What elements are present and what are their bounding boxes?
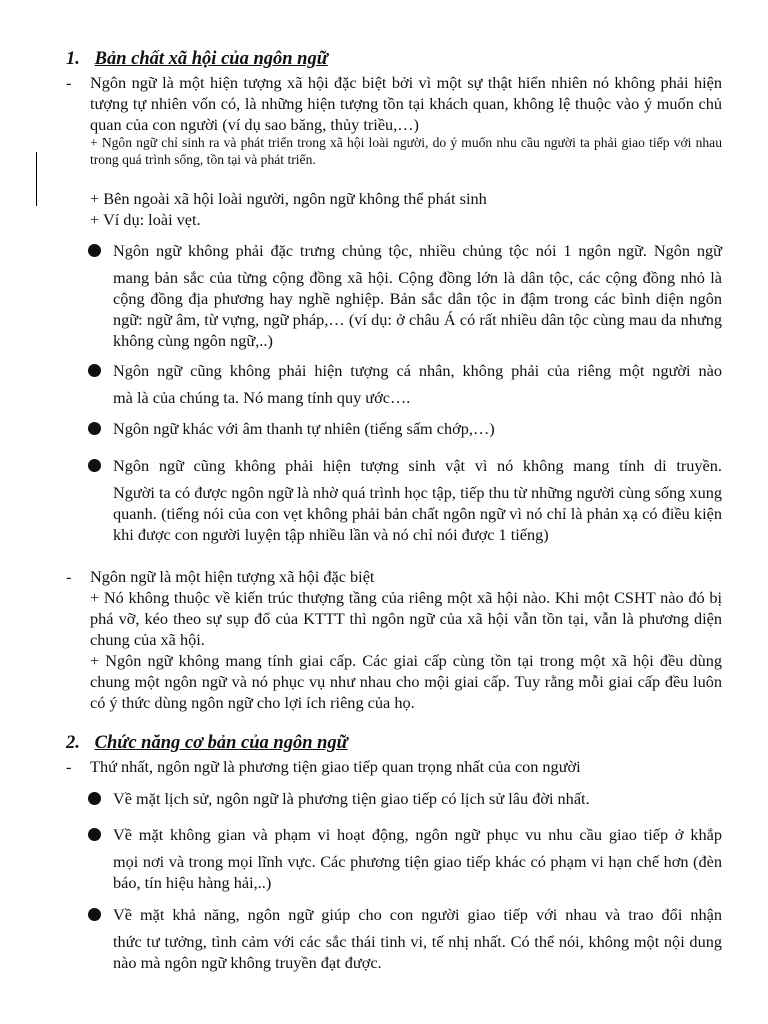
bullet-item <box>88 418 722 439</box>
section-1-number: 1. <box>66 49 80 69</box>
section-1-heading <box>66 48 328 70</box>
bullet-dot-icon <box>88 244 101 257</box>
plus-line-1: + Bên ngoài xã hội loài người, ngôn ngữ không thể phát sinh <box>90 189 487 208</box>
bullet-item <box>88 904 722 973</box>
text-cursor <box>36 152 37 206</box>
bullet-dot-icon <box>88 364 101 377</box>
section-2-number: 2. <box>66 733 80 753</box>
section-1-dash-item-1 <box>66 72 722 135</box>
bullet-continuation: mà là của chúng ta. Nó mang tính quy ước…. <box>113 388 411 407</box>
bullet-dot-icon <box>88 459 101 472</box>
bullet-first-line: Về mặt lịch sử, ngôn ngữ là phương tiện giao tiếp có lịch sử lâu đời nhất. <box>113 789 590 808</box>
bullet-item <box>88 240 722 351</box>
bullet-dot-icon <box>88 422 101 435</box>
bullet-first-line: Ngôn ngữ không phải đặc trưng chủng tộc, nhiều chủng tộc nói 1 ngôn ngữ. Ngôn ngữ <box>113 241 722 260</box>
bullet-continuation: mang bản sắc của từng cộng đồng xã hội. Cộng đồng lớn là dân tộc, các cộng đồng nhỏ là cộng đồng địa phương hay nghề nghiệp. Bản sắc dân tộc in đậm trong các bình diện ngôn ngữ: ngữ âm, từ vựng, ngữ pháp,… (ví dụ: ở châu Á có rất nhiều dân tộc cùng mau da nhưng không cùng ngôn ngữ,..) <box>113 268 722 350</box>
bullet-continuation: thức tư tưởng, tình cảm với các sắc thái tinh vi, tế nhị nhất. Có thể nói, không một nội dung nào mà ngôn ngữ không truyền đạt được. <box>113 932 722 972</box>
dash-item-text: Thứ nhất, ngôn ngữ là phương tiện giao tiếp quan trọng nhất của con người <box>90 757 581 776</box>
bullet-first-line: Về mặt khả năng, ngôn ngữ giúp cho con người giao tiếp với nhau và trao đổi nhận <box>113 905 722 924</box>
dash-item-text: Ngôn ngữ là một hiện tượng xã hội đặc biệt bởi vì một sự thật hiển nhiên nó không phải hiện tượng tự nhiên vốn có, là những hiện tượng tồn tại khách quan, không lệ thuộc vào ý muốn chủ quan của con người (ví dụ sao băng, thủy triều,…) <box>90 73 722 134</box>
section-1-dash-item-2 <box>66 566 722 587</box>
small-note: + Ngôn ngữ chỉ sinh ra và phát triển trong xã hội loài người, do ý muốn nhu cầu người ta phải giao tiếp với nhau trong quá trình sống, tồn tại và phát triển. <box>90 135 722 167</box>
section-2-title: Chức năng cơ bản của ngôn ngữ <box>94 733 348 753</box>
dash-item-text: Ngôn ngữ là một hiện tượng xã hội đặc biệt <box>90 567 375 586</box>
bullet-first-line: Ngôn ngữ khác với âm thanh tự nhiên (tiếng sấm chớp,…) <box>113 419 495 438</box>
bullet-item <box>88 824 722 893</box>
plus-line-2: + Ví dụ: loài vẹt. <box>90 210 201 229</box>
bullet-item <box>88 788 722 809</box>
bullet-continuation: Người ta có được ngôn ngữ là nhờ quá trình học tập, tiếp thu từ những người cùng sống xung quanh. (tiếng nói của con vẹt không phải bản chất ngôn ngữ vì nó chỉ là phản xạ có điều kiện khi được con người luyện tập nhiều lần và nó chỉ nói được 1 tiếng) <box>113 483 722 544</box>
bullet-dot-icon <box>88 792 101 805</box>
bullet-dot-icon <box>88 908 101 921</box>
section-2-heading <box>66 732 348 754</box>
bullet-first-line: Ngôn ngữ cũng không phải hiện tượng cá nhân, không phải của riêng một người nào <box>113 361 722 380</box>
bullet-first-line: Ngôn ngữ cũng không phải hiện tượng sinh vật vì nó không mang tính di truyền. <box>113 456 722 475</box>
paragraph-block: + Ngôn ngữ không mang tính giai cấp. Các giai cấp cùng tồn tại trong một xã hội đều dùng chung một ngôn ngữ và nó phục vụ như nhau cho mội giai cấp. Tuy rằng mỗi giai cấp đều luôn có ý thức dùng ngôn ngữ cho lợi ích riêng của họ. <box>90 651 722 712</box>
bullet-continuation: mọi nơi và trong mọi lĩnh vực. Các phương tiện giao tiếp khác có phạm vi hạn chế hơn (đèn báo, tín hiệu hàng hải,..) <box>113 852 722 892</box>
bullet-item <box>88 360 722 408</box>
section-1-title: Bản chất xã hội của ngôn ngữ <box>94 49 328 69</box>
dash-marker: - <box>66 757 72 776</box>
section-2-dash-item-1 <box>66 756 722 777</box>
bullet-dot-icon <box>88 828 101 841</box>
dash-marker: - <box>66 73 72 92</box>
dash-marker: - <box>66 567 72 586</box>
bullet-first-line: Về mặt không gian và phạm vi hoạt động, ngôn ngữ phục vu nhu cầu giao tiếp ở khắp <box>113 825 722 844</box>
paragraph-block: + Nó không thuộc về kiến trúc thượng tầng của riêng một xã hội nào. Khi một CSHT nào đó bị phá vỡ, kéo theo sự sụp đổ của KTTT thì ngôn ngữ của xã hội vẫn tồn tại, vẫn là phương diện chung của xã hội. <box>90 588 722 649</box>
bullet-item <box>88 455 722 545</box>
